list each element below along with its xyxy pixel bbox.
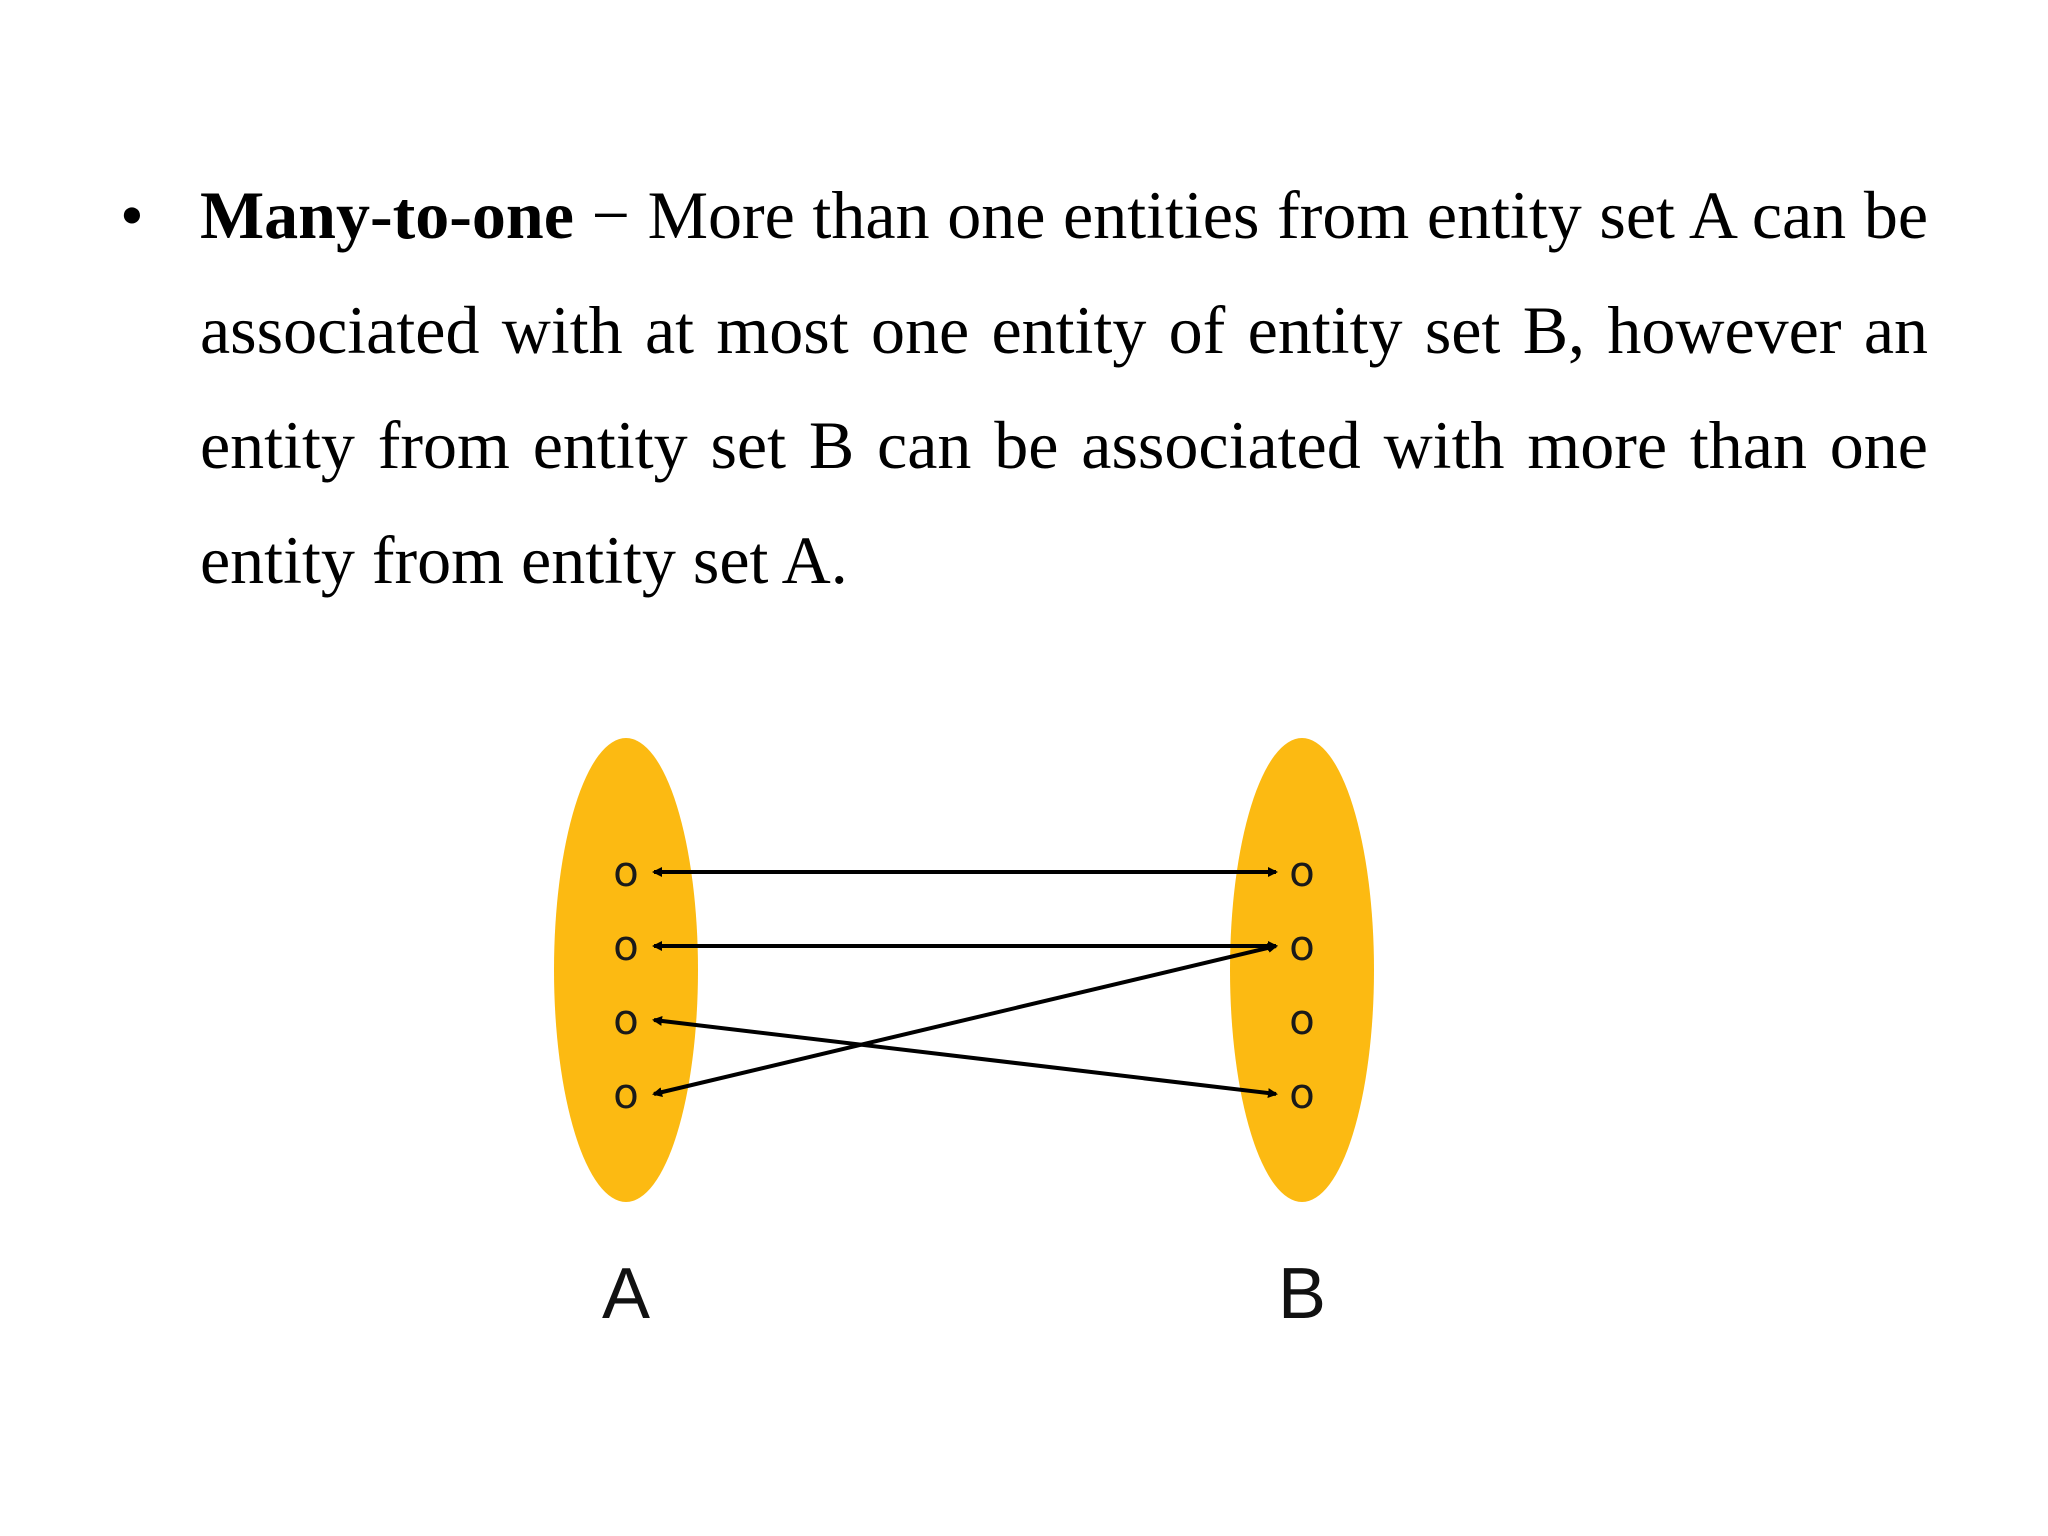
set-a-element: o — [613, 1069, 639, 1118]
set-b-element: o — [1289, 847, 1315, 896]
set-b-label: B — [1277, 1254, 1327, 1334]
set-a-element: o — [613, 995, 639, 1044]
set-b-element: o — [1289, 921, 1315, 970]
entity-set-a — [554, 738, 698, 1202]
set-b-element: o — [1289, 995, 1315, 1044]
relation-arrow — [654, 1020, 1276, 1094]
bullet-symbol: • — [120, 177, 144, 253]
set-a-label: A — [601, 1254, 651, 1334]
set-b-element: o — [1289, 1069, 1315, 1118]
relation-arrow — [654, 946, 1276, 1094]
set-a-element: o — [613, 847, 639, 896]
bullet-description: More than one entities from entity set A can be associated with at most one entity of entity set B, however an entity from entity set B can be associated with more than one entity from entity set A. — [200, 177, 1928, 598]
entity-set-b — [1230, 738, 1374, 1202]
bullet-dash: − — [573, 177, 648, 253]
bullet-term: Many-to-one — [200, 177, 574, 253]
relation-arrows — [654, 872, 1276, 1094]
set-a-element: o — [613, 921, 639, 970]
